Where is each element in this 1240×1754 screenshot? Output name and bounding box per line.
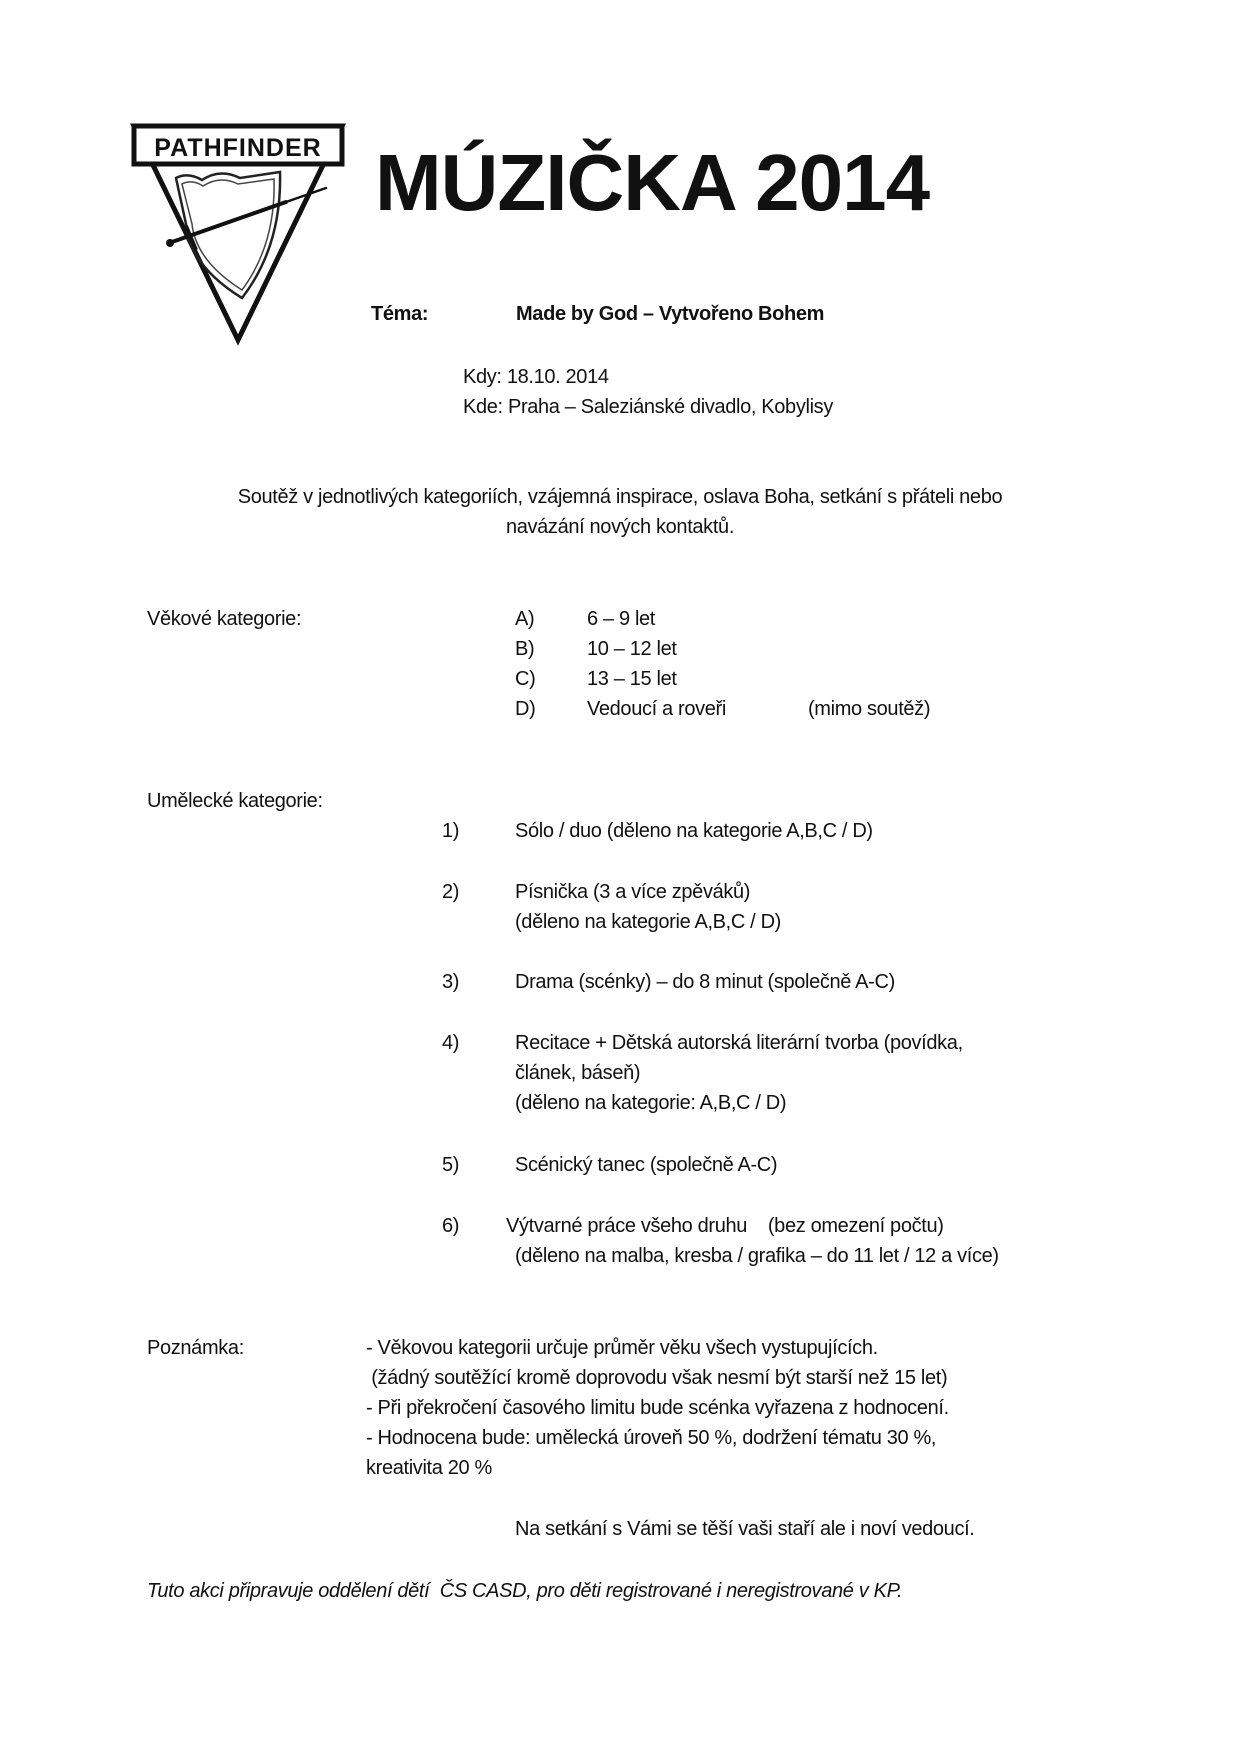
art-category-line: Sólo / duo (děleno na kategorie A,B,C / D): [515, 820, 873, 842]
event-when: Kdy: 18.10. 2014: [463, 366, 609, 388]
art-category-line: (děleno na kategorie A,B,C / D): [515, 911, 781, 933]
age-category-note: (mimo soutěž): [808, 698, 931, 720]
art-category-line: Výtvarné práce všeho druhu (bez omezení počtu): [506, 1215, 944, 1237]
note-line: kreativita 20 %: [366, 1457, 492, 1479]
closing-text: Na setkání s Vámi se těší vaši staří ale i noví vedoucí.: [515, 1518, 975, 1540]
age-category-letter: D): [515, 698, 536, 720]
art-category-number: 1): [442, 820, 460, 842]
footer-text: Tuto akci připravuje oddělení dětí ČS CASD, pro děti registrované i neregistrované v KP.: [147, 1580, 903, 1602]
art-category-line: (děleno na kategorie: A,B,C / D): [515, 1092, 787, 1114]
page-title: MÚZIČKA 2014: [375, 138, 930, 227]
art-category-line: Recitace + Dětská autorská literární tvorba (povídka,: [515, 1032, 963, 1054]
art-category-line: Drama (scénky) – do 8 minut (společně A-C): [515, 971, 895, 993]
art-categories-label: Umělecké kategorie:: [147, 790, 323, 812]
note-line: - Při překročení časového limitu bude scénka vyřazena z hodnocení.: [366, 1397, 949, 1419]
art-category-line: Písnička (3 a více zpěváků): [515, 881, 751, 903]
intro-line-1: Soutěž v jednotlivých kategoriích, vzájemná inspirace, oslava Boha, setkání s přáteli nebo: [237, 486, 1003, 508]
art-category-number: 4): [442, 1032, 460, 1054]
age-category-letter: C): [515, 668, 536, 690]
logo-text: PATHFINDER: [154, 134, 322, 162]
age-category-text: Vedoucí a roveři: [587, 698, 726, 720]
age-category-letter: B): [515, 638, 535, 660]
pathfinder-logo: [130, 106, 350, 346]
theme-value: Made by God – Vytvořeno Bohem: [516, 303, 825, 325]
age-category-text: 6 – 9 let: [587, 608, 656, 630]
age-category-text: 13 – 15 let: [587, 668, 677, 690]
note-line: - Věkovou kategorii určuje průměr věku všech vystupujících.: [366, 1337, 878, 1359]
theme-label: Téma:: [371, 303, 429, 325]
age-category-letter: A): [515, 608, 535, 630]
event-where: Kde: Praha – Saleziánské divadlo, Kobylisy: [463, 396, 833, 418]
pathfinder-emblem-icon: [130, 106, 350, 346]
art-category-number: 2): [442, 881, 460, 903]
note-line: - Hodnocena bude: umělecká úroveň 50 %, dodržení tématu 30 %,: [366, 1427, 937, 1449]
art-category-number: 5): [442, 1154, 460, 1176]
art-category-line: Scénický tanec (společně A-C): [515, 1154, 778, 1176]
note-line: (žádný soutěžící kromě doprovodu však nesmí být starší než 15 let): [366, 1367, 948, 1389]
art-category-number: 6): [442, 1215, 460, 1237]
age-categories-label: Věkové kategorie:: [147, 608, 302, 630]
note-label: Poznámka:: [147, 1337, 244, 1359]
age-category-text: 10 – 12 let: [587, 638, 677, 660]
art-category-line: (děleno na malba, kresba / grafika – do 11 let / 12 a více): [515, 1245, 999, 1267]
art-category-line: článek, báseň): [515, 1062, 641, 1084]
art-category-number: 3): [442, 971, 460, 993]
intro-line-2: navázání nových kontaktů.: [505, 516, 735, 538]
